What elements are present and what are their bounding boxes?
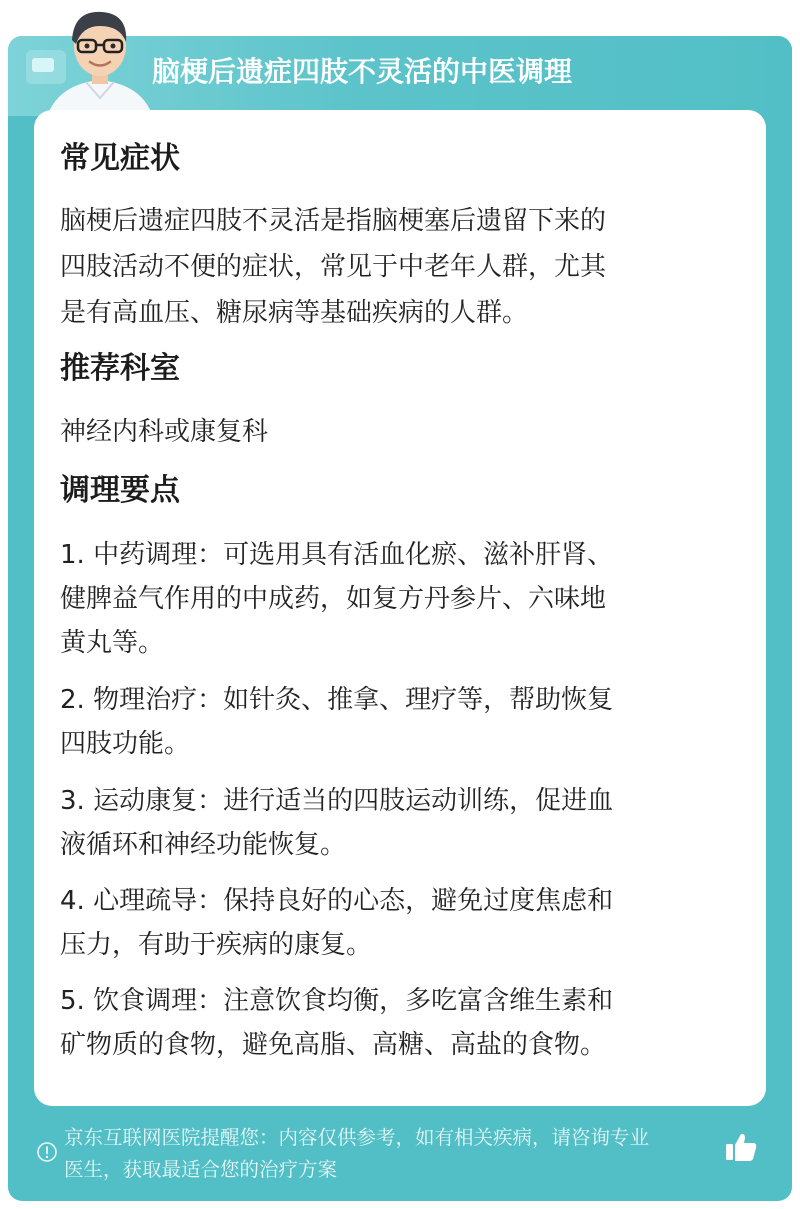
disclaimer-line: 京东互联网医院提醒您：内容仅供参考，如有相关疾病，请咨询专业 [64,1126,650,1149]
symptoms-line: 是有高血压、糖尿病等基础疾病的人群。 [60,298,529,328]
care-item-line: 压力，有助于疾病的康复。 [60,930,373,960]
care-item-line: 健脾益气作用的中成药，如复方丹参片、六味地 [60,584,607,614]
care-item-line: 矿物质的食物，避免高脂、高糖、高盐的食物。 [60,1030,607,1060]
doctor-avatar-icon [20,2,170,114]
care-item-line: 1. 中药调理：可选用具有活血化瘀、滋补肝肾、 [60,540,614,570]
disclaimer-line: 医生，获取最适合您的治疗方案 [64,1158,338,1181]
thumbs-up-icon[interactable] [722,1128,760,1166]
content-card [34,110,766,1106]
care-item-line: 液循环和神经功能恢复。 [60,830,347,860]
symptoms-line: 四肢活动不便的症状，常见于中老年人群，尤其 [60,252,607,282]
care-item-line: 4. 心理疏导：保持良好的心态，避免过度焦虑和 [60,886,614,916]
symptoms-line: 脑梗后遗症四肢不灵活是指脑梗塞后遗留下来的 [60,206,607,236]
disclaimer [64,1122,724,1186]
care-item-line: 四肢功能。 [60,729,191,759]
care-item-line: 黄丸等。 [60,628,165,658]
info-icon [36,1141,58,1163]
section-heading-department: 推荐科室 [60,351,180,386]
section-heading-symptoms: 常见症状 [60,141,180,176]
care-item-line: 3. 运动康复：进行适当的四肢运动训练，促进血 [60,786,614,816]
care-item-line: 2. 物理治疗：如针灸、推拿、理疗等，帮助恢复 [60,685,614,715]
section-heading-care: 调理要点 [60,473,180,508]
page-title: 脑梗后遗症四肢不灵活的中医调理 [152,55,573,88]
department-text: 神经内科或康复科 [60,417,269,447]
care-item-line: 5. 饮食调理：注意饮食均衡，多吃富含维生素和 [60,986,614,1016]
